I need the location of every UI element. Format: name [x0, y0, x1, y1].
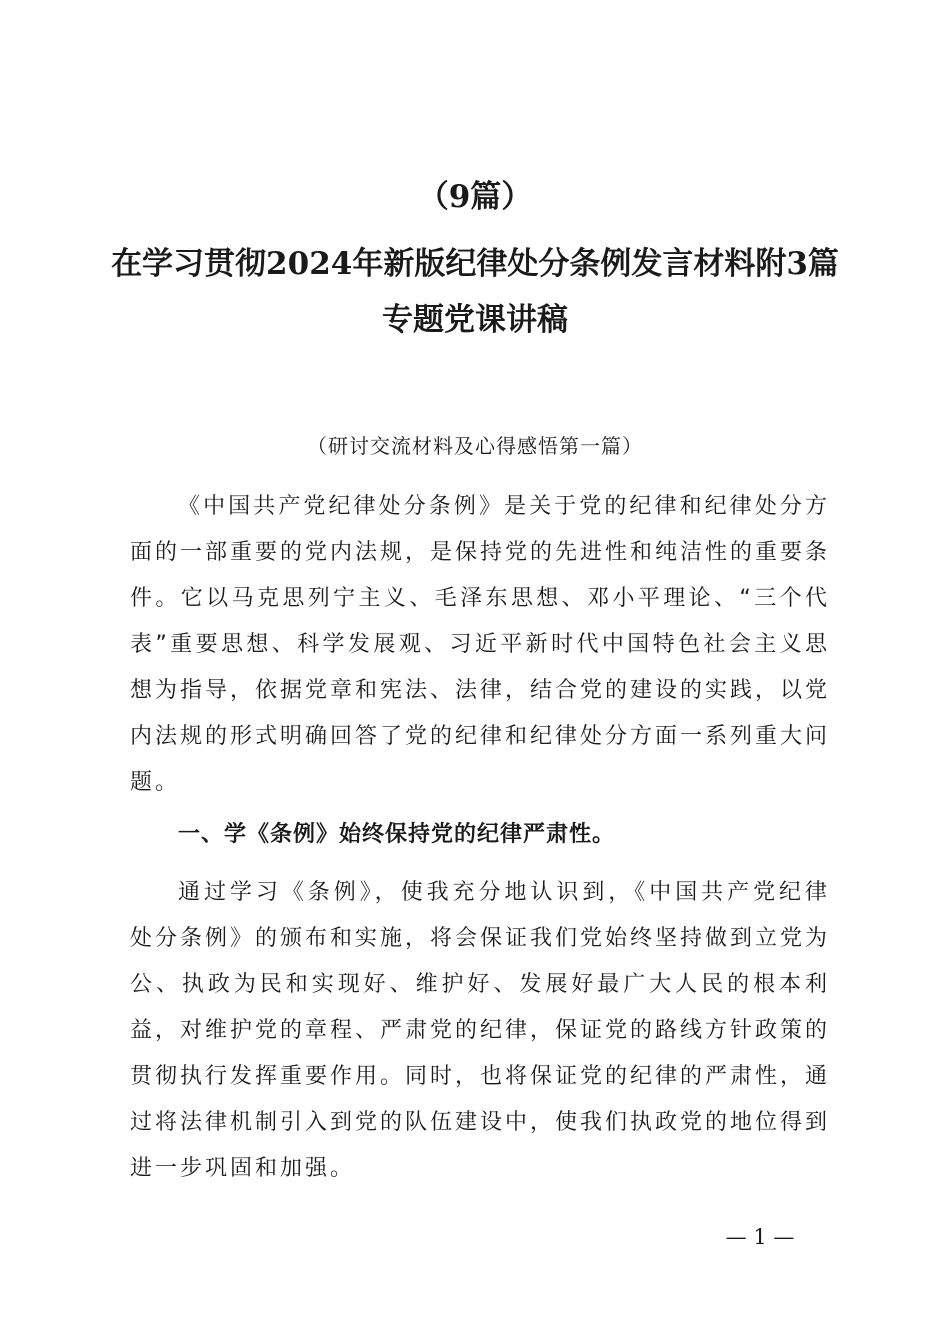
body-paragraph-1: 《中国共产党纪律处分条例》是关于党的纪律和纪律处分方面的一部重要的党内法规，是保持党的先进性和纯洁性的重要条件。它以马克思列宁主义、毛泽东思想、邓小平理论、“三个代表”重要思想、科学发展观、习近平新时代中国特色社会主义思想为指导，依据党章和宪法、法律，结合党的建设的实践，以党内法规的形式明确回答了党的纪律和纪律处分方面一系列重大问题。	[130, 494, 831, 795]
document-title: 在学习贯彻2024年新版纪律处分条例发言材料附3篇专题党课讲稿	[111, 246, 839, 338]
page-number: — 1 —	[725, 1225, 795, 1249]
article-count: （9篇）	[417, 179, 533, 215]
section-heading-1: 一、学《条例》始终保持党的纪律严肃性。	[178, 822, 616, 847]
document-subtitle: （研讨交流材料及心得感悟第一篇）	[307, 434, 643, 458]
body-paragraph-2: 通过学习《条例》，使我充分地认识到，《中国共产党纪律处分条例》的颁布和实施，将会保证我们党始终坚持做到立党为公、执政为民和实现好、维护好、发展好最广大人民的根本利益，对维护党的章程、严肃党的纪律，保证党的路线方针政策的贯彻执行发挥重要作用。同时，也将保证党的纪律的严肃性，通过将法律机制引入到党的队伍建设中，使我们执政党的地位得到进一步巩固和加强。	[130, 880, 831, 1181]
